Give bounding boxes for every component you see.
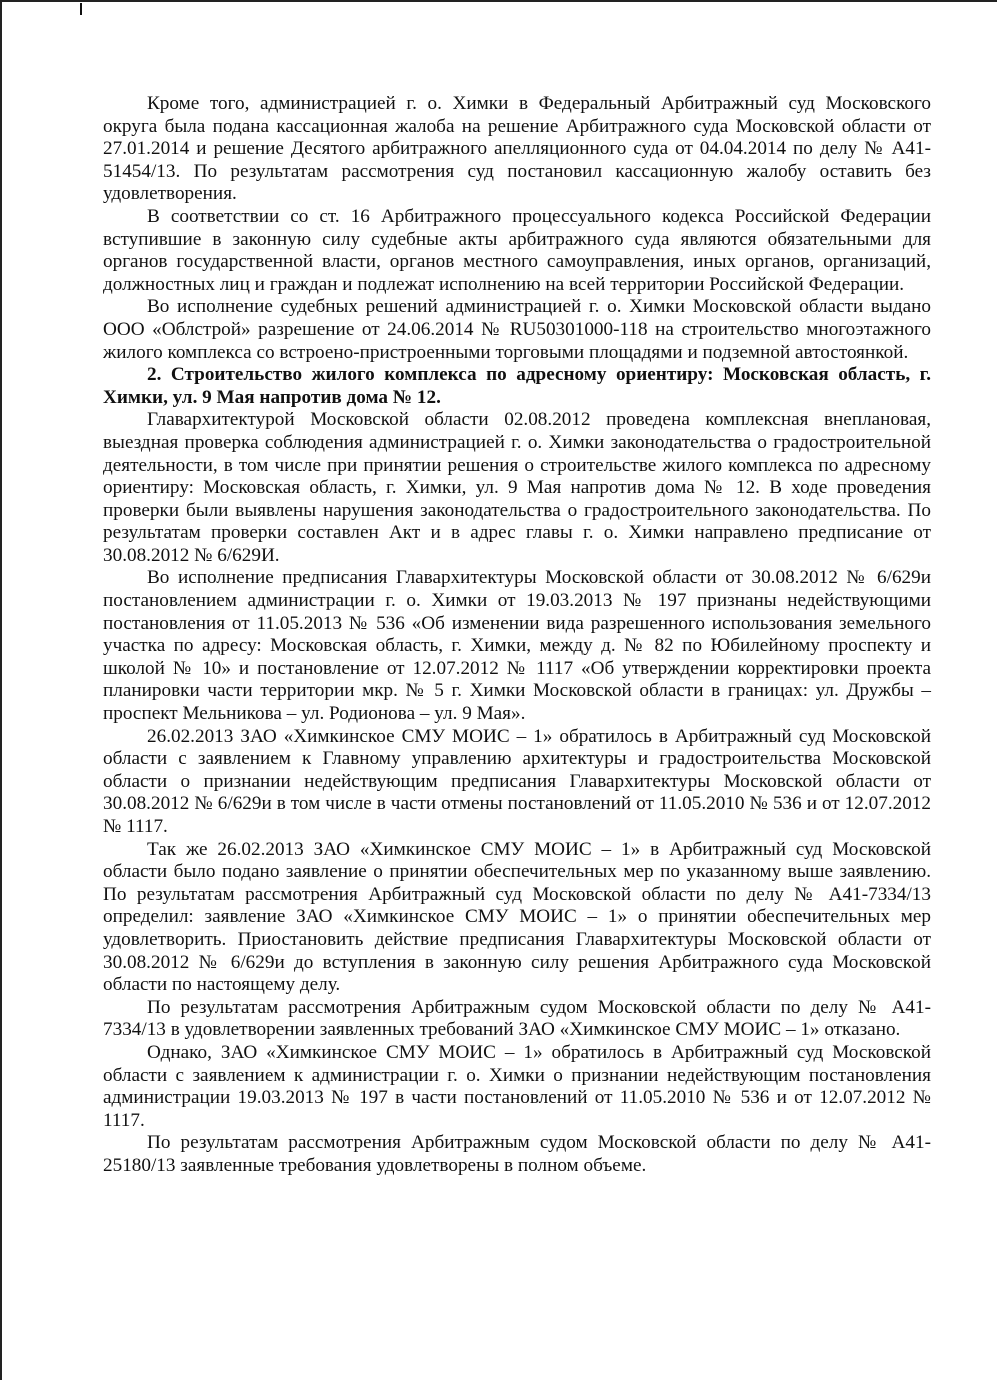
document-page (103, 93, 931, 1178)
paragraph-inspection: Главархитектурой Московской области 02.08.2012 проведена комплексная внеплановая, выездная проверка соблюдения администрацией г. о. Химки законодательства о градостроительной деятельности, в том числе при принятии решения о строительстве жилого комплекса по адресному ориентиру: Московская область, г. Химки, ул. 9 Мая напротив дома № 12. В ходе проведения проверки были выявлены нарушения законодательства о градостроительного законодательства. По результатам проверки составлен Акт и в адрес главы г. о. Химки направлено предписание от 30.08.2012 № 6/629И. (103, 409, 931, 566)
paragraph-permit-issued: Во исполнение судебных решений администрацией г. о. Химки Московской области выдано ООО «Облстрой» разрешение от 24.06.2014 № RU50301000-118 на строительство многоэтажного жилого комплекса со встроено-пристроенными торговыми площадями и подземной автостоянкой. (103, 296, 931, 363)
paragraph-article-16: В соответствии со ст. 16 Арбитражного процессуального кодекса Российской Федерации вступившие в законную силу судебные акты арбитражного суда являются обязательными для органов государственной власти, органов местного самоуправления, иных органов, организаций, должностных лиц и граждан и подлежат исполнению на всей территории Российской Федерации. (103, 205, 931, 295)
scan-border-top (0, 0, 997, 2)
paragraph-resolution-197: Во исполнение предписания Главархитектуры Московской области от 30.08.2012 № 6/629и постановлением администрации г. о. Химки от 19.03.2013 № 197 признаны недействующими постановления от 11.05.2013 № 536 «Об изменении вида разрешенного использования земельного участка по адресу: Московская область, г. Химки, между д. № 82 по Юбилейному проспекту и школой № 10» и постановление от 12.07.2012 № 1117 «Об утверждении корректировки проекта планировки части территории мкр. № 5 г. Химки Московской области в границах: ул. Дружбы – проспект Мельникова – ул. Родионова – ул. 9 Мая». (103, 567, 931, 725)
paragraph-cassation-appeal: Кроме того, администрацией г. о. Химки в Федеральный Арбитражный суд Московского округа была подана кассационная жалоба на решение Арбитражного суда Московской области от 27.01.2014 и решение Десятого арбитражного апелляционного суда от 04.04.2014 по делу № А41-51454/13. По результатам рассмотрения суд постановил кассационную жалобу оставить без удовлетворения. (103, 93, 931, 205)
paragraph-second-claim: Однако, ЗАО «Химкинское СМУ МОИС – 1» обратилось в Арбитражный суд Московской области с заявлением к администрации г. о. Химки о признании недействующим постановления администрации 19.03.2013 № 197 в части постановлений от 11.05.2010 № 536 и от 12.07.2012 № 1117. (103, 1041, 931, 1131)
paragraph-interim-measures: Так же 26.02.2013 ЗАО «Химкинское СМУ МОИС – 1» в Арбитражный суд Московской области было подано заявление о принятии обеспечительных мер по указанному выше заявлению. По результатам рассмотрения Арбитражный суд Московской области по делу № А41-7334/13 определил: заявление ЗАО «Химкинское СМУ МОИС – 1» о принятии обеспечительных мер удовлетворить. Приостановить действие предписания Главархитектуры Московской области от 30.08.2012 № 6/629и до вступления в законную силу решения Арбитражного суда Московской области по настоящему делу. (103, 838, 931, 996)
paragraph-claim-rejected: По результатам рассмотрения Арбитражным судом Московской области по делу № А41-7334/13 в удовлетворении заявленных требований ЗАО «Химкинское СМУ МОИС – 1» отказано. (103, 996, 931, 1041)
paragraph-claim-satisfied: По результатам рассмотрения Арбитражным судом Московской области по делу № А41-25180/13 заявленные требования удовлетворены в полном объеме. (103, 1132, 931, 1176)
paragraph-claim-26-02: 26.02.2013 ЗАО «Химкинское СМУ МОИС – 1» обратилось в Арбитражный суд Московской области с заявлением к Главному управлению архитектуры и градостроительства Московской области о признании недействующим предписания Главархитектуры Московской области от 30.08.2012 № 6/629и в том числе в части отмены постановлений от 11.05.2010 № 536 и от 12.07.2012 № 1117. (103, 725, 931, 837)
scan-border-left (0, 0, 2, 1380)
scan-mark (80, 3, 82, 15)
section-heading-2: 2. Строительство жилого комплекса по адресному ориентиру: Московская область, г. Химки, ул. 9 Мая напротив дома № 12. (103, 364, 931, 408)
